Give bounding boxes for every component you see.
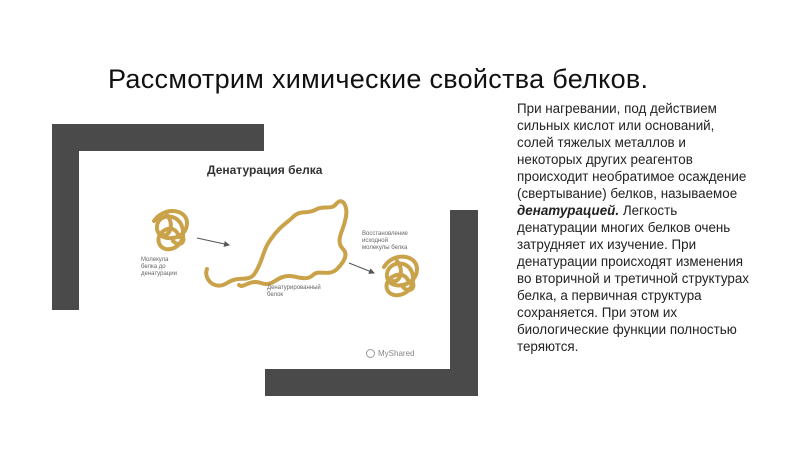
slide-title: Рассмотрим химические свойства белков. [108,64,649,94]
arrow-1 [197,238,229,245]
watermark-text: MyShared [378,349,415,358]
label-restored: Восстановление исходной молекулы белка [362,231,408,251]
label-denatured: Денатурированный белок [267,285,321,298]
denaturation-figure [79,151,450,369]
arrow-2 [349,263,374,273]
watermark [366,349,414,358]
restored-protein-coil [384,257,417,296]
native-protein-coil [154,211,187,249]
label-native: Молекула белка до денатурации [141,257,177,277]
decorative-frame-left [52,124,79,310]
figure-title: Денатурация белка [207,163,323,177]
decorative-frame-bottom [265,369,478,396]
myshared-logo-icon [366,349,375,358]
body-text-part2: Легкость денатурации многих белков очень затрудняет их изучение. При денатурации происходят изменения во вторичной и третичной структурах белка, а первичная структура сохраняется. При этом их биологические функции полностью теряются. [517,203,749,354]
denatured-protein-chain [206,201,346,286]
protein-illustration [79,151,450,369]
term-denaturation: денатурацией. [517,203,620,218]
decorative-frame-top [52,124,264,154]
body-text-part1: При нагревании, под действием сильных кислот или оснований, солей тяжелых металлов и некоторых других реагентов происходит необратимое осаждение (свертывание) белков, называемое [517,101,747,201]
body-paragraph [517,100,749,355]
